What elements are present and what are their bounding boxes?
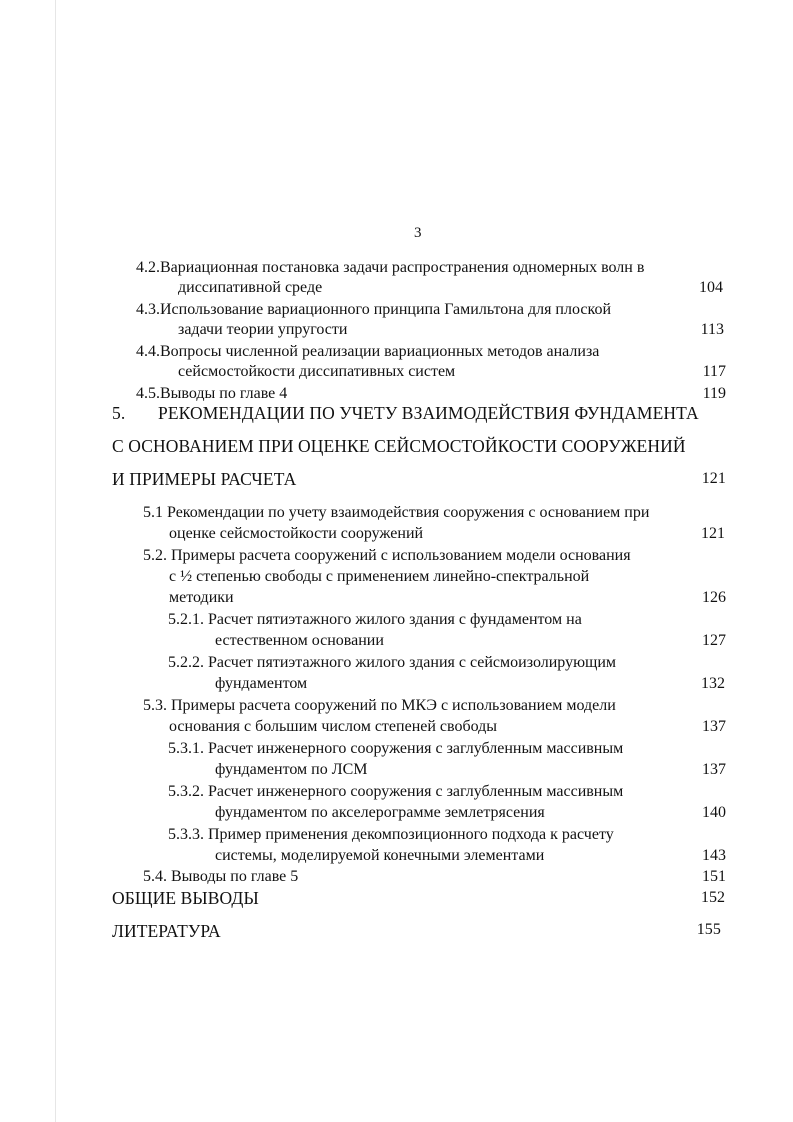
toc-entry-5-3-line2: основания с большим числом степеней свободы [169, 718, 498, 735]
chapter-5-title-line3: И ПРИМЕРЫ РАСЧЕТА [112, 469, 297, 489]
toc-entry-4-2-page: 104 [699, 279, 723, 296]
toc-entry-4-3-page: 113 [700, 321, 724, 338]
toc-entry-5-3-page: 137 [702, 718, 726, 735]
chapter-5-number: 5. [112, 403, 126, 423]
chapter-5-title-line1: РЕКОМЕНДАЦИИ ПО УЧЕТУ ВЗАИМОДЕЙСТВИЯ ФУНДАМЕНТА [158, 403, 699, 423]
toc-entry-5-2-2-page: 132 [701, 675, 725, 692]
toc-entry-5-1-page: 121 [701, 525, 725, 542]
scan-edge-line [55, 0, 56, 1122]
toc-entry-5-3-1-line2: фундаментом по ЛСМ [215, 761, 368, 778]
toc-entry-4-2-line2: диссипативной среде [178, 279, 323, 296]
toc-literature: ЛИТЕРАТУРА [112, 921, 221, 941]
toc-entry-5-3-1-line1: 5.3.1. Расчет инженерного сооружения с заглубленным массивным [168, 740, 624, 757]
chapter-5-page: 121 [701, 470, 726, 487]
toc-entry-5-2-line1: 5.2. Примеры расчета сооружений с использованием модели основания [143, 547, 631, 564]
toc-entry-5-2-2-line1: 5.2.2. Расчет пятиэтажного жилого здания с сейсмоизолирующим [168, 654, 617, 671]
toc-general-conclusions: ОБЩИЕ ВЫВОДЫ [112, 888, 259, 908]
toc-entry-5-2-1-line1: 5.2.1. Расчет пятиэтажного жилого здания с фундаментом на [168, 611, 582, 628]
toc-entry-4-4-page: 117 [702, 363, 726, 380]
toc-entry-5-3-2-line1: 5.3.2. Расчет инженерного сооружения с заглубленным массивным [168, 783, 624, 800]
toc-general-conclusions-page: 152 [701, 889, 725, 906]
toc-entry-5-3-2-page: 140 [702, 804, 726, 821]
toc-entry-5-2-line2: с ½ степенью свободы с применением линейно-спектральной [169, 568, 590, 585]
toc-entry-5-2-2-line2: фундаментом [215, 675, 308, 692]
toc-entry-4-2-line1: 4.2.Вариационная постановка задачи распространения одномерных волн в [136, 259, 645, 276]
toc-entry-5-3-3-page: 143 [702, 847, 726, 864]
chapter-5-title-line2: С ОСНОВАНИЕМ ПРИ ОЦЕНКЕ СЕЙСМОСТОЙКОСТИ СООРУЖЕНИЙ [112, 436, 686, 456]
toc-entry-5-1-line2: оценке сейсмостойкости сооружений [169, 525, 424, 542]
toc-entry-5-4-line1: 5.4. Выводы по главе 5 [143, 868, 299, 885]
toc-literature-page: 155 [696, 921, 721, 938]
page-number: 3 [414, 225, 422, 241]
toc-entry-5-2-page: 126 [702, 589, 726, 606]
toc-entry-5-3-3-line2: системы, моделируемой конечными элементами [215, 847, 545, 864]
toc-entry-5-2-1-line2: естественном основании [215, 632, 384, 649]
toc-entry-4-3-line2: задачи теории упругости [178, 321, 348, 338]
toc-entry-4-4-line1: 4.4.Вопросы численной реализации вариационных методов анализа [136, 343, 600, 360]
toc-entry-5-3-1-page: 137 [702, 761, 726, 778]
toc-entry-4-3-line1: 4.3.Использование вариационного принципа Гамильтона для плоской [136, 301, 611, 318]
toc-entry-5-2-1-page: 127 [702, 632, 726, 649]
toc-entry-5-4-page: 151 [702, 868, 726, 885]
toc-entry-5-3-2-line2: фундаментом по акселерограмме землетрясения [215, 804, 545, 821]
toc-entry-4-5-line1: 4.5.Выводы по главе 4 [136, 385, 288, 402]
toc-entry-4-5-page: 119 [702, 385, 726, 402]
toc-entry-5-2-line3: методики [169, 589, 234, 606]
toc-entry-5-1-line1: 5.1 Рекомендации по учету взаимодействия сооружения с основанием при [143, 504, 650, 521]
toc-entry-5-3-line1: 5.3. Примеры расчета сооружений по МКЭ с использованием модели [143, 697, 616, 714]
toc-entry-4-4-line2: сейсмостойкости диссипативных систем [178, 363, 456, 380]
toc-entry-5-3-3-line1: 5.3.3. Пример применения декомпозиционного подхода к расчету [168, 826, 614, 843]
